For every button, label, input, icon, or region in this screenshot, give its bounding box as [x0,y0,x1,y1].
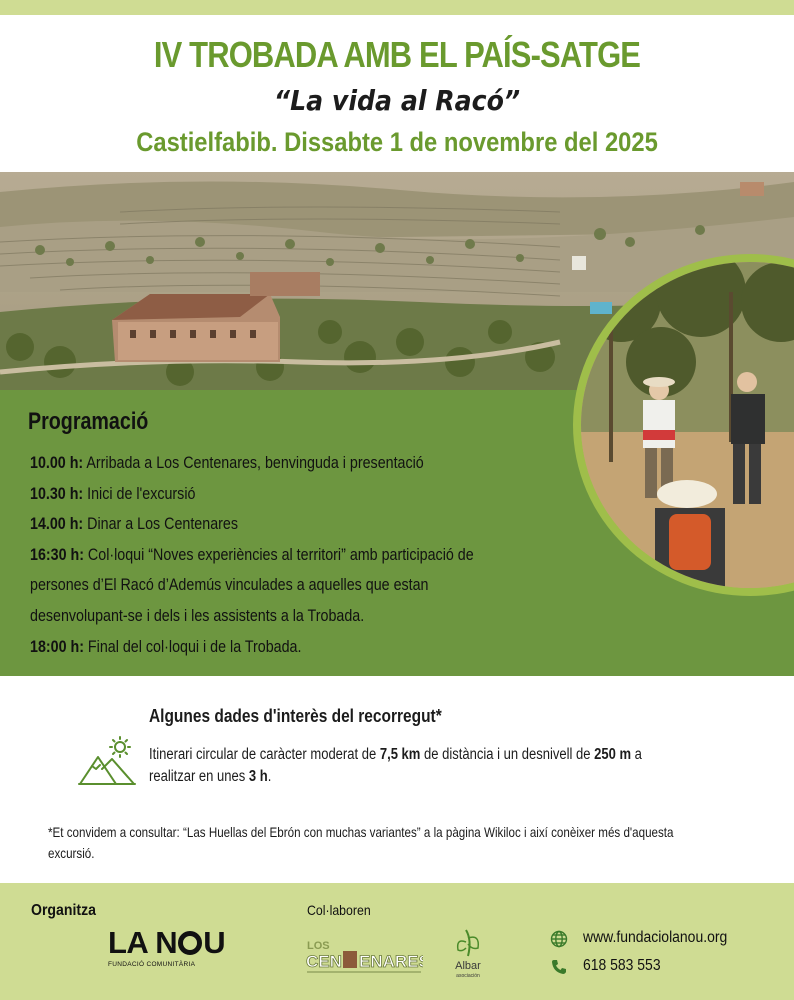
program-line [30,448,500,479]
svg-text:ENARES: ENARES [359,952,423,971]
event-title: IV TROBADA AMB EL PAÍS-SATGE [153,34,641,75]
program-line [30,479,500,510]
interest-heading: Algunes dades d'interès del recorregut* [149,706,442,726]
interest-text-part: de distància i un desnivell de [420,746,595,763]
program-time: 10.00 h: [30,453,84,472]
svg-text:LOS: LOS [307,940,330,952]
interest-text-part: a realitzar en unes [149,746,642,785]
centenares-logo [305,937,423,975]
program-text: desenvolupant-se i dels i les assistents a la Trobada. [30,605,365,625]
event-subtitle: “La vida al Racó” [273,84,521,117]
program-line [30,509,500,540]
albar-logo [446,924,490,980]
program-list [30,448,590,662]
program-time: 10.30 h: [30,483,84,503]
duration-value: 3 h [248,768,268,785]
interest-text-part: . [267,768,272,785]
program-text: persones d’El Racó d’Ademús vinculades a aquelles que estan [30,575,429,595]
program-text: Arribada a Los Centenares, benvinguda i presentació [83,453,424,472]
interest-text-part: Itinerari circular de caràcter moderat de [149,746,380,763]
organizer-label: Organitza [31,902,96,919]
lanou-logo: LA N U [108,925,226,960]
interest-description [149,744,661,788]
elevation-value: 250 m [594,746,632,763]
globe-icon [550,930,568,948]
program-time: 14.00 h: [30,514,84,534]
program-text: Final del col·loqui i de la Trobada. [83,636,302,656]
svg-text:asociación: asociación [456,973,480,979]
program-line [30,601,500,632]
svg-text:Albar: Albar [455,960,481,972]
phone-icon [550,958,568,976]
program-text: Dinar a Los Centenares [83,514,238,534]
event-dateline: Castielfabib. Dissabte 1 de novembre del 2025 [136,127,658,157]
collaborators-label: Col·laboren [307,902,371,918]
mountain-sun-icon [78,735,136,787]
lanou-subtitle: FUNDACIÓ COMUNITÀRIA [108,961,196,968]
top-bar [0,0,794,15]
program-text: Col·loqui “Noves experiències al territori” amb participació de [83,544,474,564]
phone-text: 618 583 553 [583,957,661,974]
program-heading: Programació [28,408,149,435]
website-contact[interactable] [550,929,743,947]
program-line [30,632,500,663]
program-time: 18:00 h: [30,636,84,656]
program-text: Inici de l'excursió [83,483,196,503]
program-line [30,570,500,601]
footnote: *Et convidem a consultar: “Las Huellas del Ebrón con muchas variantes” a la pàgina Wikiloc i així conèixer més d'aquesta excursió. [48,824,674,861]
program-line [30,540,500,571]
svg-text:CEN: CEN [306,952,342,971]
distance-value: 7,5 km [379,746,421,763]
website-text: www.fundaciolanou.org [583,929,728,946]
phone-contact[interactable] [550,957,669,975]
program-time: 16:30 h: [30,544,84,564]
